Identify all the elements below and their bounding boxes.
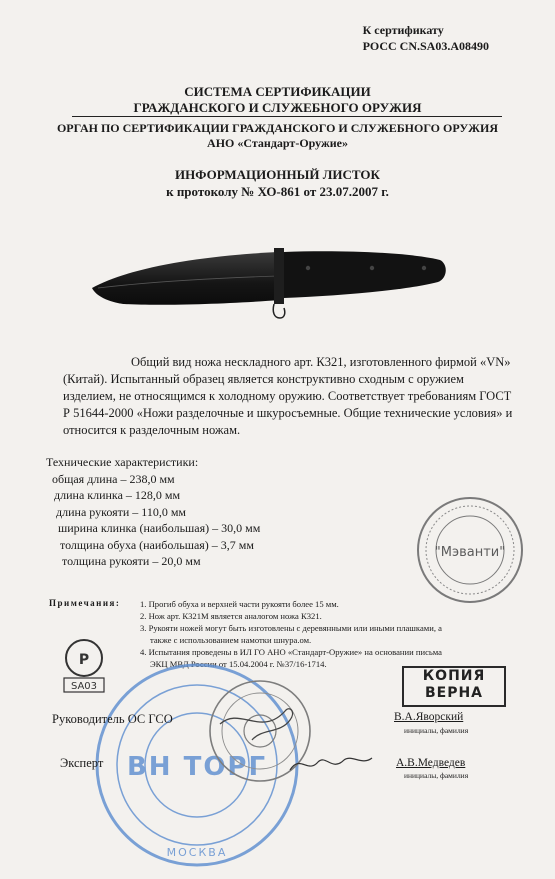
spec-item: общая длина – 238,0 мм: [52, 471, 175, 486]
head-name: В.А.Яворский: [394, 711, 464, 723]
protocol-line: к протоколу № ХО-861 от 23.07.2007 г.: [166, 184, 389, 199]
blue-stamp-city: МОСКВА: [166, 846, 228, 859]
note-item: 4. Испытания проведены в ИЛ ГО АНО «Стандарт-Оружие» на основании письма: [140, 647, 442, 657]
note-item: 2. Нож арт. К321М является аналогом ножа К321.: [140, 611, 322, 621]
description-line: Общий вид ножа нескладного арт. К321, изготовленного фирмой «VN»: [131, 355, 511, 369]
description-line: (Китай). Испытанный образец является конструктивно сходным с оружием: [63, 372, 464, 386]
org-line-1: ОРГАН ПО СЕРТИФИКАЦИИ ГРАЖДАНСКОГО И СЛУЖЕБНОГО ОРУЖИЯ: [56, 121, 499, 135]
header-rule: [72, 116, 502, 117]
note-item: 1. Прогиб обуха и верхней части рукояти более 15 мм.: [140, 599, 339, 609]
copy-verified-stamp: [402, 666, 506, 707]
spec-item: ширина клинка (наибольшая) – 30,0 мм: [58, 521, 261, 535]
expert-role: Эксперт: [60, 756, 104, 770]
kopia-line-1: КОПИЯ: [422, 668, 486, 684]
specs-heading: Технические характеристики:: [46, 455, 199, 469]
description-line: относится к разделочным ножам.: [63, 423, 241, 437]
kopia-line-2: ВЕРНА: [424, 685, 484, 701]
pct-code: SA03: [70, 681, 98, 692]
note-item: ЭКЦ МВД России от 15.04.2004 г. №37/16-1714.: [150, 659, 327, 669]
org-line-2: АНО «Стандарт-Оружие»: [207, 136, 348, 150]
expert-signature: [286, 748, 376, 778]
description-line: изделием, не относящимся к холодному оружию. Соответствует требованиям ГОСТ: [63, 389, 512, 403]
expert-name: А.В.Медведев: [396, 757, 466, 769]
note-item: также с использованием намотки шнура.ом.: [150, 635, 312, 645]
certificate-reference: [363, 22, 489, 54]
notes-label: Примечания:: [49, 598, 121, 608]
info-sheet-title: [0, 166, 555, 200]
mevanti-stamp: [414, 494, 526, 606]
system-line-2: ГРАЖДАНСКОГО И СЛУЖЕБНОГО ОРУЖИЯ: [133, 100, 422, 115]
head-role: Руководитель ОС ГСО: [52, 712, 173, 726]
blue-stamp-text: ВН ТОРГ: [126, 752, 268, 782]
reference-line-2: РОСС CN.SA03.A08490: [362, 39, 489, 53]
spec-item: толщина обуха (наибольшая) – 3,7 мм: [60, 537, 254, 552]
description-paragraph: [63, 354, 523, 439]
reference-line-1: К сертификату: [362, 23, 444, 37]
head-name-caption: инициалы, фамилия: [404, 726, 469, 735]
organization-title: [0, 121, 555, 151]
note-item: 3. Рукояти ножей могут быть изготовлены с деревянными или иными плашками, а: [140, 623, 442, 633]
mevanti-text: "Мэванти": [434, 545, 506, 560]
spec-item: длина клинка – 128,0 мм: [54, 488, 181, 502]
info-title: ИНФОРМАЦИОННЫЙ ЛИСТОК: [175, 167, 380, 182]
spec-item: длина рукояти – 110,0 мм: [56, 504, 187, 519]
system-line-1: СИСТЕМА СЕРТИФИКАЦИИ: [184, 84, 371, 99]
description-line: Р 51644-2000 «Ножи разделочные и шкуросъемные. Общие технические условия» и: [63, 406, 513, 420]
technical-specs: [46, 454, 260, 570]
spec-item: толщина рукояти – 20,0 мм: [62, 554, 201, 568]
expert-name-caption: инициалы, фамилия: [404, 771, 469, 780]
knife-photo: [88, 238, 458, 328]
system-title: [0, 84, 555, 116]
svg-text:Р: Р: [78, 652, 90, 668]
